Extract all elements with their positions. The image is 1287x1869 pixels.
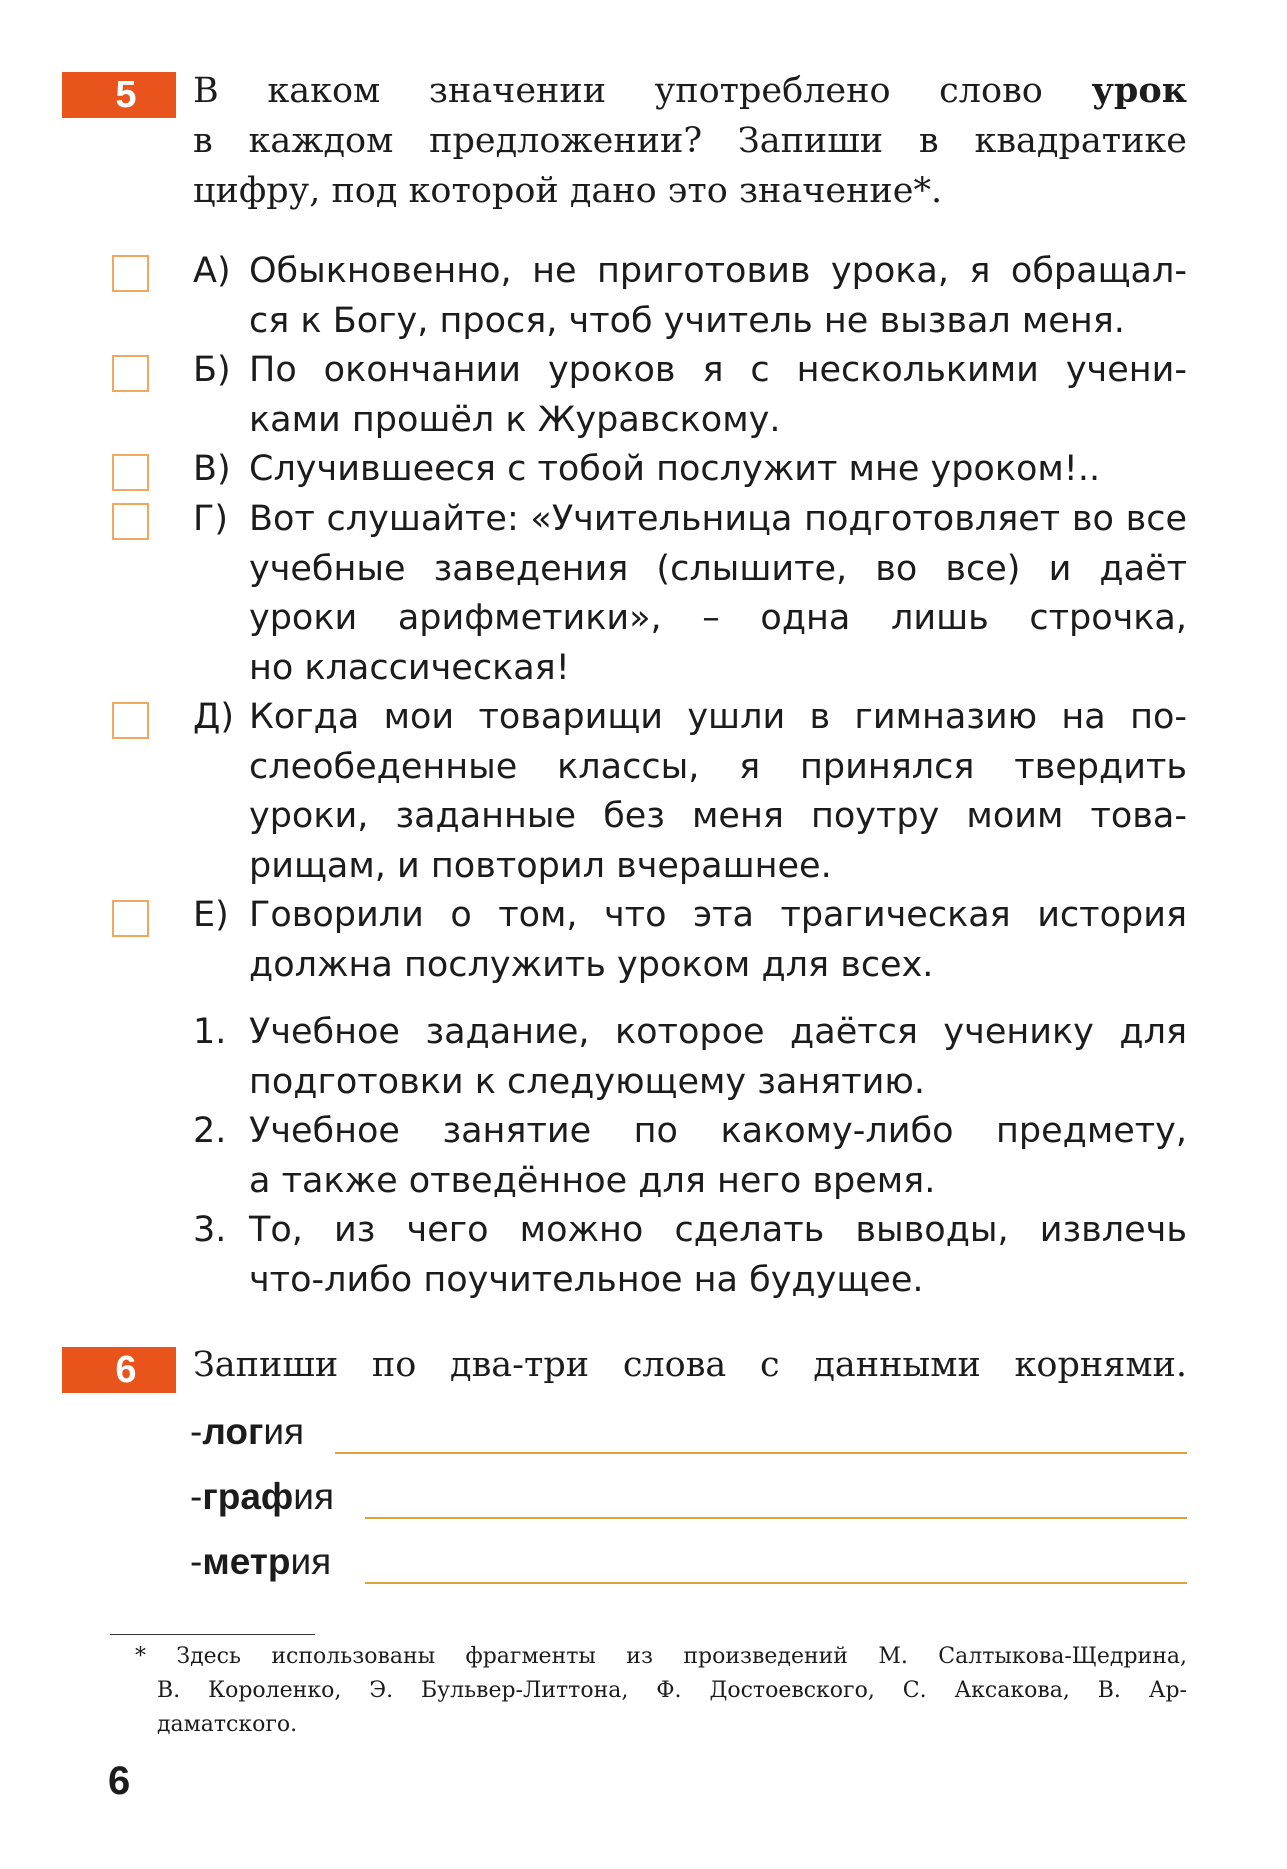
answer-box-v[interactable] xyxy=(112,454,149,491)
answer-box-d[interactable] xyxy=(112,702,149,739)
page-number: 6 xyxy=(108,1759,131,1803)
sentence-line: ся к Богу, прося, чтоб учитель не вызвал меня. xyxy=(249,300,1125,341)
meaning-line: а также отведённое для него время. xyxy=(249,1160,936,1201)
answer-line-grafiya[interactable] xyxy=(365,1517,1187,1519)
meaning-number: 2. xyxy=(193,1111,227,1151)
sentence-line: рищам, и повторил вчерашнее. xyxy=(249,845,832,886)
meaning-1 xyxy=(193,1008,1187,1107)
task-5-question xyxy=(193,66,1187,216)
footnote xyxy=(135,1640,1187,1742)
sentence-line: Говорили о том, что эта трагическая история xyxy=(249,895,1187,935)
footnote-line: даматского. xyxy=(157,1712,298,1737)
answer-line-logiya[interactable] xyxy=(335,1452,1187,1454)
root-grafiya-label: -графия xyxy=(190,1476,335,1517)
question-line: цифру, под которой дано это значение*. xyxy=(193,171,943,211)
sentence-letter: В) xyxy=(193,449,231,489)
footnote-rule xyxy=(110,1634,315,1635)
meaning-line: То, из чего можно сделать выводы, извлечь xyxy=(249,1210,1187,1250)
sentence-d xyxy=(193,693,1187,891)
answer-box-g[interactable] xyxy=(112,503,149,540)
meaning-3 xyxy=(193,1206,1187,1305)
sentence-v xyxy=(193,445,1187,495)
sentence-b xyxy=(193,346,1187,445)
meaning-number: 1. xyxy=(193,1012,227,1052)
footnote-line: В. Короленко, Э. Бульвер-Литтона, Ф. Достоевского, С. Аксакова, В. Ар- xyxy=(157,1678,1187,1703)
meaning-line: Учебное задание, которое даётся ученику для xyxy=(249,1012,1187,1052)
sentence-letter: Г) xyxy=(193,499,228,539)
answer-box-b[interactable] xyxy=(112,355,149,392)
sentence-line: Вот слушайте: «Учительница подготовляет во все xyxy=(249,499,1187,539)
question-line: в каждом предложении? Запиши в квадратике xyxy=(193,121,1187,161)
sentence-line: уроки, заданные без меня поутру моим това- xyxy=(249,796,1187,836)
answer-box-a[interactable] xyxy=(112,255,149,292)
question-line: В каком значении употреблено слово урок xyxy=(193,70,1187,111)
sentence-line: уроки арифметики», – одна лишь строчка, xyxy=(249,598,1187,638)
sentence-line: Обыкновенно, не приготовив урока, я обращал- xyxy=(249,251,1187,291)
question-line: Запиши по два-три слова с данными корнями. xyxy=(193,1345,1187,1385)
meaning-number: 3. xyxy=(193,1210,227,1250)
sentence-letter: Е) xyxy=(193,895,229,935)
sentence-line: но классическая! xyxy=(249,647,570,688)
sentence-line: слеобеденные классы, я принялся твердить xyxy=(249,746,1187,787)
sentence-letter: А) xyxy=(193,251,231,291)
meaning-2 xyxy=(193,1107,1187,1206)
footnote-line: * Здесь использованы фрагменты из произведений М. Салтыкова-Щедрина, xyxy=(135,1644,1187,1669)
task-6-question xyxy=(193,1340,1187,1390)
meaning-line: что-либо поучительное на будущее. xyxy=(249,1259,924,1300)
sentence-g xyxy=(193,495,1187,693)
task-6-number: 6 xyxy=(62,1347,176,1393)
sentence-letter: Д) xyxy=(193,697,234,737)
sentence-letter: Б) xyxy=(193,350,231,390)
sentence-line: Случившееся с тобой послужит мне уроком!.. xyxy=(249,449,1101,489)
sentence-e xyxy=(193,891,1187,990)
answer-box-e[interactable] xyxy=(112,900,149,937)
sentence-line: ками прошёл к Журавскому. xyxy=(249,399,781,440)
meaning-line: подготовки к следующему занятию. xyxy=(249,1061,925,1102)
sentence-a xyxy=(193,247,1187,346)
sentence-line: Когда мои товарищи ушли в гимназию на по- xyxy=(249,697,1187,737)
sentence-line: должна послужить уроком для всех. xyxy=(249,944,934,985)
sentence-line: По окончании уроков я с несколькими учени- xyxy=(249,350,1187,390)
root-logiya-label: -логия xyxy=(190,1411,305,1452)
answer-line-metriya[interactable] xyxy=(365,1582,1187,1584)
root-metriya-label: -метрия xyxy=(190,1541,332,1582)
meaning-line: Учебное занятие по какому-либо предмету, xyxy=(249,1111,1187,1151)
task-5-number: 5 xyxy=(62,72,176,118)
sentence-line: учебные заведения (слышите, во все) и даёт xyxy=(249,548,1187,589)
